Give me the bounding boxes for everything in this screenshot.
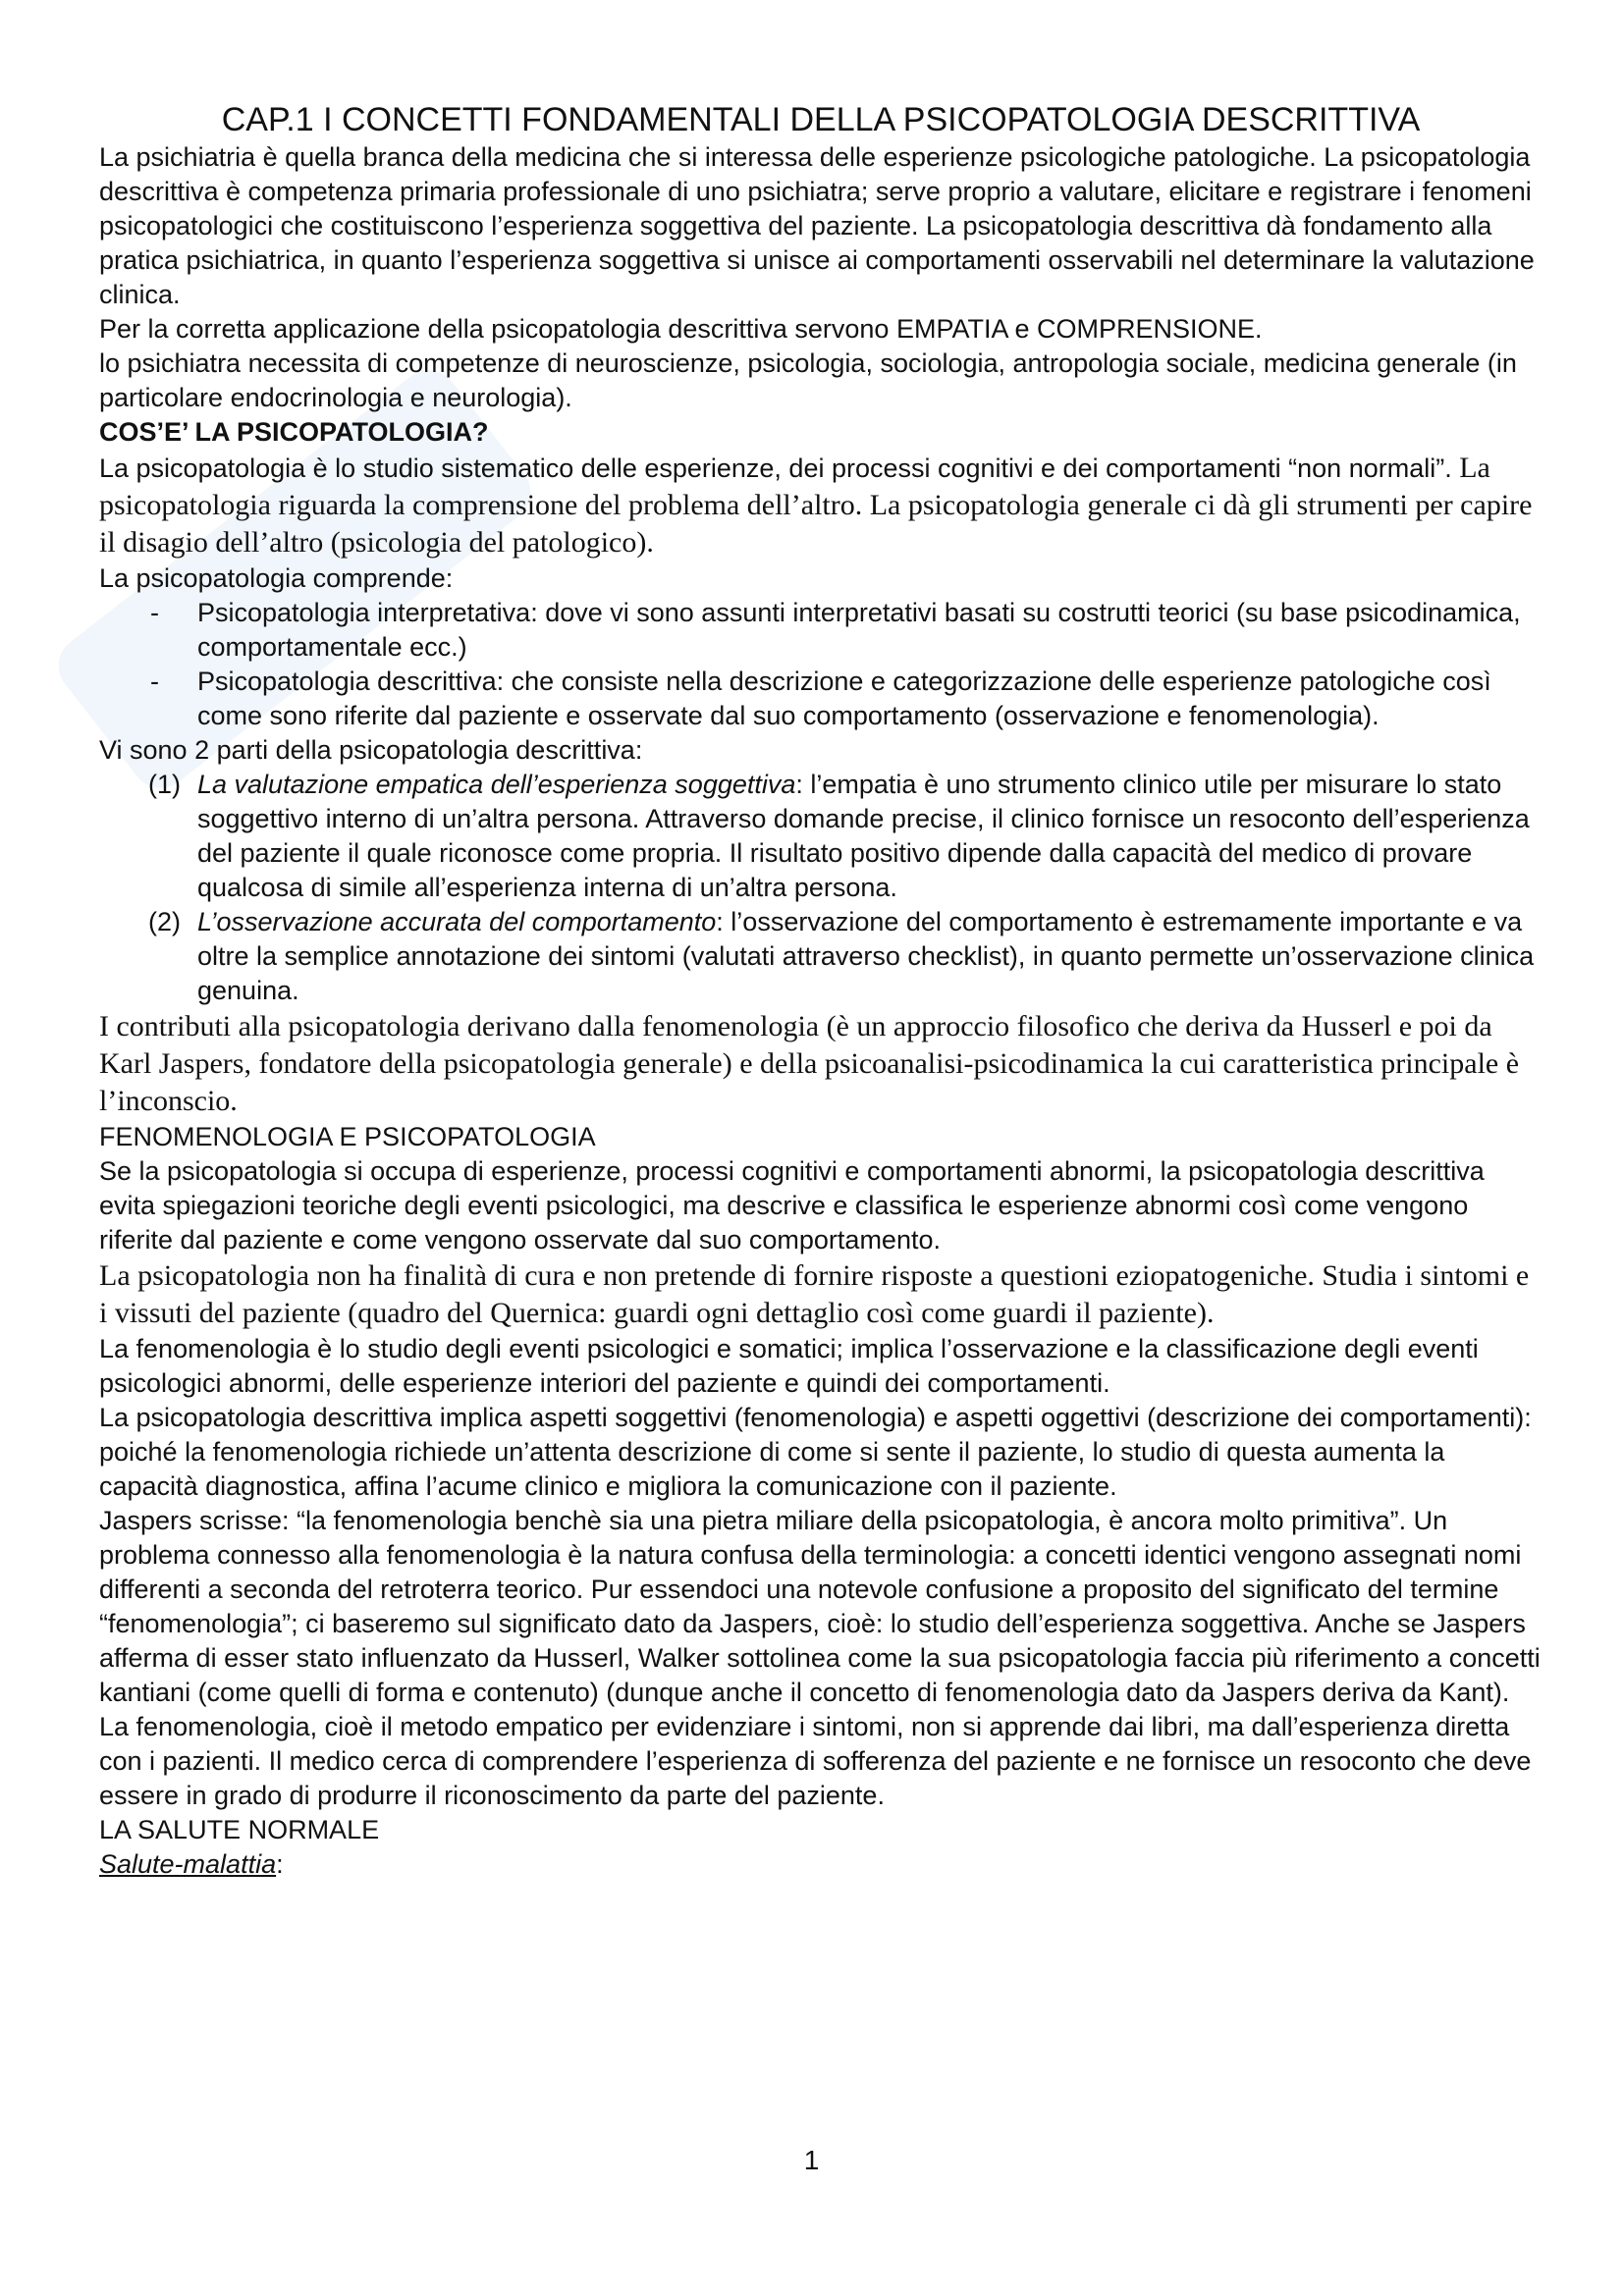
paragraph-jaspers: Jaspers scrisse: “la fenomenologia benchè sia una pietra miliare della psicopatologia, è ancora molto primitiva”. Un problema connesso alla fenomenologia è la natura confusa della terminologia: a concetti identici vengono assegnati nomi differenti a seconda del retroterra teorico. Pur essendoci una notevole confusione a proposito del significato del termine “fenomenologia”; ci baseremo sul significato dato da Jaspers, cioè: lo studio dell’esperienza soggettiva. Anche se Jaspers afferma di esser stato influenzato da Husserl, Walker sottolinea come la sua psicopatologia faccia più riferimento a concetti kantiani (come quelli di forma e contenuto) (dunque anche il concetto di fenomenologia dato da Jaspers deriva da Kant). bbox=[99, 1506, 1541, 1707]
list-item bbox=[99, 905, 1542, 1008]
paragraph-salute-malattia bbox=[99, 1847, 1542, 1882]
list-item-text: Psicopatologia descrittiva: che consiste nella descrizione e categorizzazione delle esperienze patologiche così come sono riferite dal paziente e osservate dal suo comportamento (osservazione e fenomenologia). bbox=[197, 667, 1491, 730]
section-heading-salute: LA SALUTE NORMALE bbox=[99, 1815, 380, 1844]
document-page bbox=[99, 99, 1542, 1882]
definizione-sans: La psicopatologia è lo studio sistematico delle esperienze, dei processi cognitivi e dei comportamenti “non normali”. bbox=[99, 454, 1452, 483]
paragraph-studio: La fenomenologia è lo studio degli eventi psicologici e somatici; implica l’osservazione e la classificazione degli eventi psicologici abnormi, delle esperienze interiori del paziente e quindi dei comportamenti. bbox=[99, 1334, 1479, 1398]
definizione-serif: La psicopatologia riguarda la comprensione del problema dell’altro. La psicopatologia generale ci dà gli strumenti per capire il disagio dell’altro (psicologia del patologico). bbox=[99, 452, 1533, 559]
page-title: CAP.1 I CONCETTI FONDAMENTALI DELLA PSICOPATOLOGIA DESCRITTIVA bbox=[221, 101, 1421, 138]
list-item-text: Psicopatologia interpretativa: dove vi sono assunti interpretativi basati su costrutti teorici (su base psicodinamica, comportamentale ecc.) bbox=[197, 598, 1521, 662]
paragraph-comprende: La psicopatologia comprende: bbox=[99, 563, 454, 593]
dash-marker: - bbox=[150, 667, 159, 696]
paragraph-empatia: Per la corretta applicazione della psicopatologia descrittiva servono EMPATIA e COMPRENSIONE. bbox=[99, 314, 1263, 344]
paragraph-definizione bbox=[99, 450, 1542, 561]
salute-colon: : bbox=[276, 1849, 284, 1879]
paragraph-due-parti: Vi sono 2 parti della psicopatologia descrittiva: bbox=[99, 735, 643, 765]
list-item bbox=[99, 665, 1542, 733]
page-number: 1 bbox=[803, 2145, 820, 2175]
list-item-text: : l’osservazione del comportamento è estremamente importante e va oltre la semplice annotazione dei sintomi (valutati attraverso checklist), in quanto permette un’osservazione clinica genuina. bbox=[197, 907, 1535, 1005]
section-heading-fenomenologia: FENOMENOLOGIA E PSICOPATOLOGIA bbox=[99, 1122, 596, 1151]
paragraph-aspetti: La psicopatologia descrittiva implica aspetti soggettivi (fenomenologia) e aspetti oggettivi (descrizione dei comportamenti): poiché la fenomenologia richiede un’attenta descrizione di come si sente il paziente, lo studio di questa aumenta la capacità diagnostica, affina l’acume clinico e migliora la comunicazione con il paziente. bbox=[99, 1403, 1532, 1501]
list-item-text: : l’empatia è uno strumento clinico utile per misurare lo stato soggettivo interno di un’altra persona. Attraverso domande precise, il clinico fornisce un resoconto dell’esperienza del paziente il quale riconosce come propria. Il risultato positivo dipende dalla capacità del medico di provare qualcosa di simile all’esperienza interna di un’altra persona. bbox=[197, 770, 1530, 902]
paragraph-abnormi: Se la psicopatologia si occupa di esperienze, processi cognitivi e comportamenti abnormi, la psicopatologia descrittiva evita spiegazioni teoriche degli eventi psicologici, ma descrive e classifica le esperienze abnormi così come vengono riferite dal paziente e come vengono osservate dal suo comportamento. bbox=[99, 1156, 1485, 1255]
list-item-term: La valutazione empatica dell’esperienza soggettiva bbox=[197, 770, 796, 799]
section-heading-cose: COS’E’ LA PSICOPATOLOGIA? bbox=[99, 417, 489, 447]
list-item bbox=[99, 596, 1542, 665]
dash-marker: - bbox=[150, 598, 159, 627]
numbered-list bbox=[99, 768, 1542, 1008]
paragraph-competenze: lo psichiatra necessita di competenze di neuroscienze, psicologia, sociologia, antropologia sociale, medicina generale (in particolare endocrinologia e neurologia). bbox=[99, 348, 1517, 412]
paragraph-contributi: I contributi alla psicopatologia derivano dalla fenomenologia (è un approccio filosofico che deriva da Husserl e poi da Karl Jaspers, fondatore della psicopatologia generale) e della psicoanalisi-psicodinamica la cui caratteristica principale è l’inconscio. bbox=[99, 1010, 1520, 1117]
paragraph-intro: La psichiatria è quella branca della medicina che si interessa delle esperienze psicologiche patologiche. La psicopatologia descrittiva è competenza primaria professionale di uno psichiatra; serve proprio a valutare, elicitare e registrare i fenomeni psicopatologici che costituiscono l’esperienza soggettiva del paziente. La psicopatologia descrittiva dà fondamento alla pratica psichiatrica, in quanto l’esperienza soggettiva si unisce ai comportamenti osservabili nel determinare la valutazione clinica. bbox=[99, 142, 1535, 309]
paragraph-metodo: La fenomenologia, cioè il metodo empatico per evidenziare i sintomi, non si apprende dai libri, ma dall’esperienza diretta con i pazienti. Il medico cerca di comprendere l’esperienza di sofferenza del paziente e ne fornisce un resoconto che deve essere in grado di produrre il riconoscimento da parte del paziente. bbox=[99, 1712, 1532, 1810]
dash-list bbox=[99, 596, 1542, 733]
salute-malattia-label: Salute-malattia bbox=[99, 1849, 277, 1879]
list-item bbox=[99, 768, 1542, 905]
paragraph-finalita: La psicopatologia non ha finalità di cura e non pretende di fornire risposte a questioni eziopatogeniche. Studia i sintomi e i vissuti del paziente (quadro del Quernica: guardi ogni dettaglio così come guardi il paziente). bbox=[99, 1259, 1530, 1329]
list-item-term: L’osservazione accurata del comportamento bbox=[197, 907, 717, 936]
list-number: (1) bbox=[148, 770, 181, 799]
list-number: (2) bbox=[148, 907, 181, 936]
